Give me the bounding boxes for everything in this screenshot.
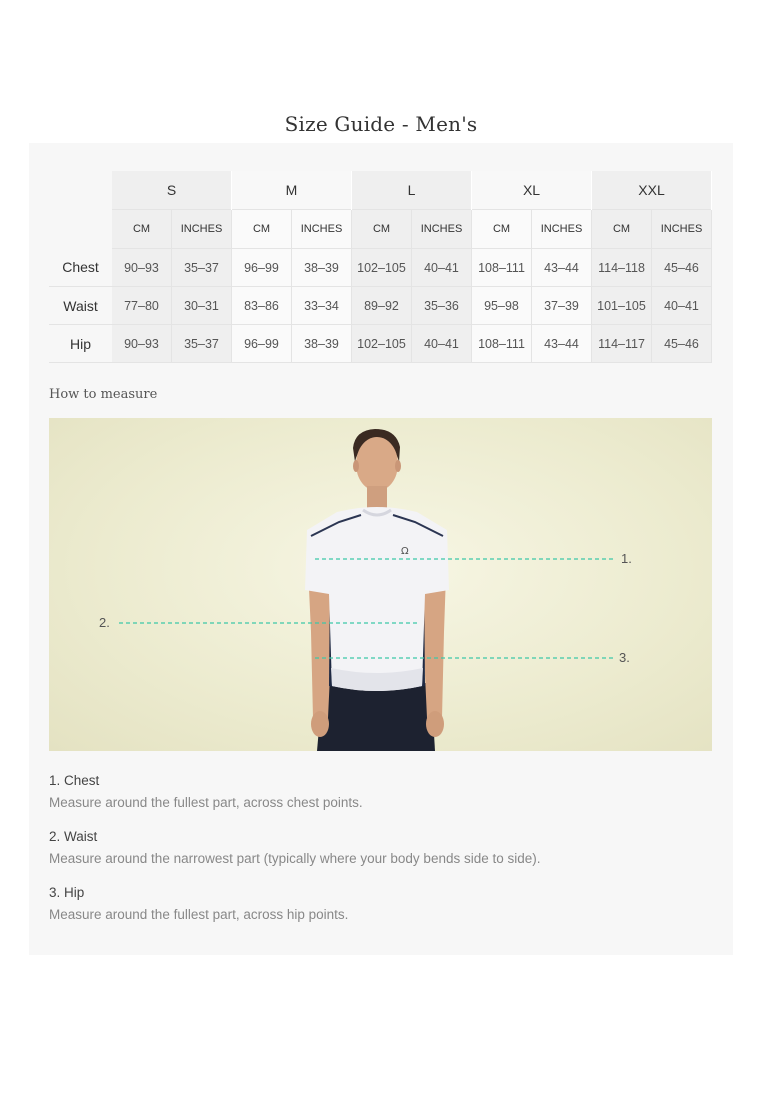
table-cell: 95–98: [472, 287, 532, 325]
table-cell: 37–39: [532, 287, 592, 325]
model-illustration: [49, 418, 712, 751]
table-cell: 96–99: [232, 325, 292, 363]
table-cell: 35–36: [412, 287, 472, 325]
table-row: [49, 249, 712, 287]
row-label-waist: Waist: [49, 287, 112, 325]
table-cell: 114–117: [592, 325, 652, 363]
table-cell: 43–44: [532, 249, 592, 287]
unit-header-inches: INCHES: [292, 210, 352, 249]
unit-header-inches: INCHES: [532, 210, 592, 249]
table-cell: 30–31: [172, 287, 232, 325]
waist-description: [49, 828, 541, 868]
waist-marker: 2.: [99, 615, 110, 630]
table-cell: 108–111: [472, 325, 532, 363]
table-cell: 96–99: [232, 249, 292, 287]
page-title: Size Guide - Men's: [284, 112, 478, 136]
waist-title: 2. Waist: [49, 829, 98, 844]
size-header-m: M: [232, 171, 352, 210]
hip-text: Measure around the fullest part, across hip points.: [49, 907, 349, 922]
table-cell: 102–105: [352, 249, 412, 287]
table-cell: 89–92: [352, 287, 412, 325]
size-table: [49, 171, 712, 363]
table-cell: 35–37: [172, 325, 232, 363]
row-label-chest: Chest: [49, 249, 112, 287]
table-cell: 43–44: [532, 325, 592, 363]
table-cell: 35–37: [172, 249, 232, 287]
table-cell: 114–118: [592, 249, 652, 287]
row-label-hip: Hip: [49, 325, 112, 363]
svg-text:Ω: Ω: [401, 546, 409, 557]
chest-description: [49, 772, 363, 812]
size-header-xxl: XXL: [592, 171, 712, 210]
unit-header-inches: INCHES: [172, 210, 232, 249]
table-cell: 40–41: [412, 325, 472, 363]
table-row: [49, 287, 712, 325]
measurement-photo: [49, 418, 712, 751]
size-header-l: L: [352, 171, 472, 210]
table-cell: 45–46: [652, 249, 712, 287]
table-cell: 83–86: [232, 287, 292, 325]
hip-title: 3. Hip: [49, 885, 85, 900]
table-cell: 38–39: [292, 249, 352, 287]
hip-marker: 3.: [619, 650, 630, 665]
size-header-xl: XL: [472, 171, 592, 210]
hip-description: [49, 884, 348, 924]
unit-header-cm: CM: [112, 210, 172, 249]
table-cell: 90–93: [112, 325, 172, 363]
table-cell: 108–111: [472, 249, 532, 287]
table-cell: 101–105: [592, 287, 652, 325]
table-cell: 90–93: [112, 249, 172, 287]
waist-text: Measure around the narrowest part (typically where your body bends side to side).: [49, 851, 541, 866]
unit-header-inches: INCHES: [412, 210, 472, 249]
chest-marker: 1.: [621, 551, 632, 566]
chest-text: Measure around the fullest part, across chest points.: [49, 795, 363, 810]
table-cell: 33–34: [292, 287, 352, 325]
unit-header-cm: CM: [232, 210, 292, 249]
unit-header-cm: CM: [472, 210, 532, 249]
size-guide-panel: [29, 143, 733, 955]
unit-header-cm: CM: [592, 210, 652, 249]
table-cell: 45–46: [652, 325, 712, 363]
unit-header-cm: CM: [352, 210, 412, 249]
table-cell: 77–80: [112, 287, 172, 325]
table-cell: 40–41: [412, 249, 472, 287]
chest-title: 1. Chest: [49, 773, 100, 788]
how-to-measure-heading: How to measure: [49, 387, 158, 402]
unit-header-inches: INCHES: [652, 210, 712, 249]
size-header-s: S: [112, 171, 232, 210]
table-cell: 38–39: [292, 325, 352, 363]
table-cell: 102–105: [352, 325, 412, 363]
table-row: [49, 325, 712, 363]
table-cell: 40–41: [652, 287, 712, 325]
